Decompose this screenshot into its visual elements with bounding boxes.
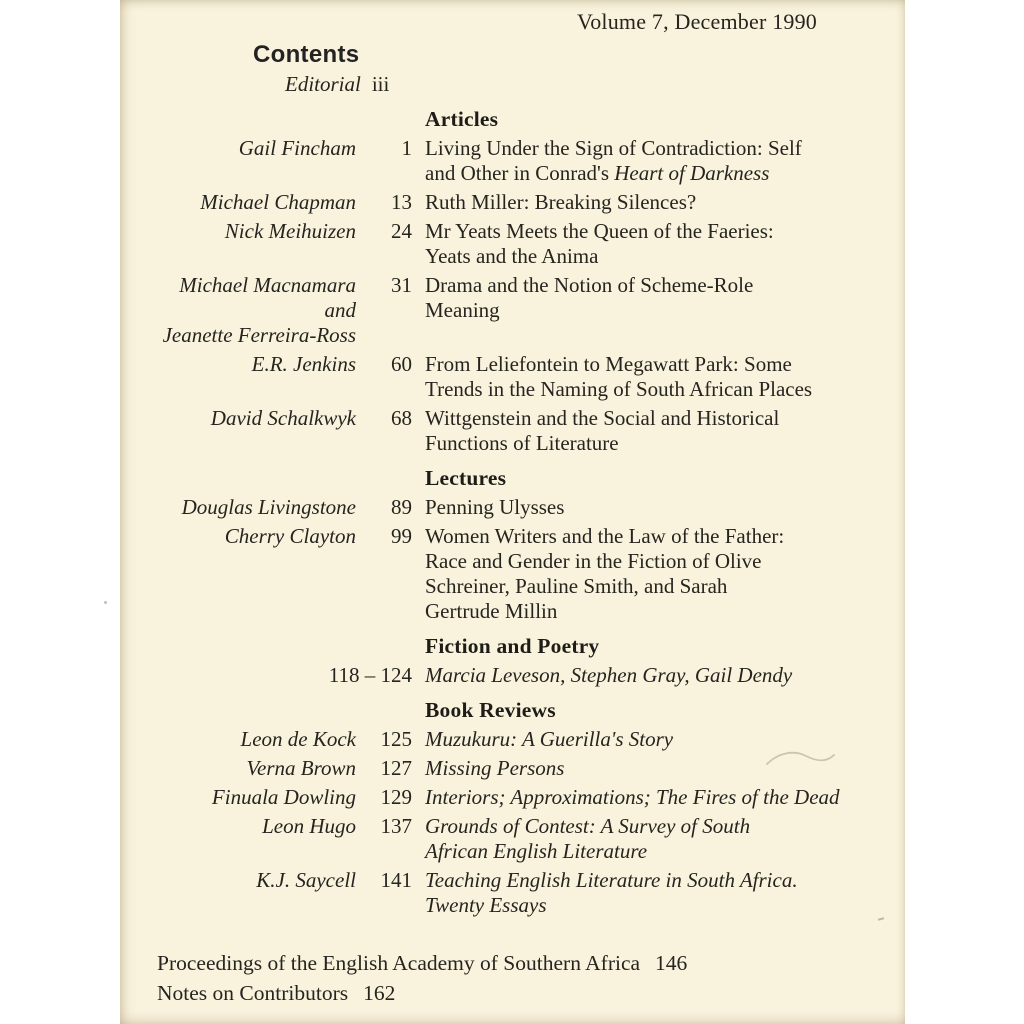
entry-title-line [425, 244, 875, 269]
title-segment: Women Writers and the Law of the Father: [425, 524, 785, 548]
entry-authors [157, 868, 356, 918]
entry-author-line: David Schalkwyk [210, 406, 356, 430]
entry-title [425, 219, 875, 269]
entry-author-line: Nick Meihuizen [224, 219, 356, 243]
entry-author-line: Leon Hugo [262, 814, 356, 838]
footer-row [157, 978, 687, 1008]
entry-title [425, 406, 875, 456]
entry-title-line [425, 495, 875, 520]
entry-authors [157, 352, 356, 402]
toc-entry [157, 219, 875, 269]
toc-entry [157, 406, 875, 456]
pencil-smudge [765, 746, 837, 774]
entry-title-line [425, 431, 875, 456]
entry-title-line [425, 273, 875, 298]
entry-authors [157, 190, 356, 215]
entry-title [425, 495, 875, 520]
entry-page-number: 141 [380, 868, 412, 892]
entry-page-number: 1 [401, 136, 412, 160]
footer-row [157, 948, 687, 978]
entry-title-line [425, 190, 875, 215]
title-segment: Muzukuru: A Guerilla's Story [425, 727, 674, 751]
entry-authors [157, 219, 356, 269]
entry-title-line [425, 868, 875, 893]
entry-title-line [425, 574, 875, 599]
entry-author-line: Verna Brown [246, 756, 356, 780]
entry-authors [157, 756, 356, 781]
entry-title [425, 136, 875, 186]
entry-title-line [425, 893, 875, 918]
entry-title-line [425, 599, 875, 624]
volume-line: Volume 7, December 1990 [576, 9, 817, 34]
entry-title [425, 273, 875, 348]
entry-page-number: 13 [391, 190, 412, 214]
entry-title [425, 814, 875, 864]
title-segment: Marcia Leveson, Stephen Gray, Gail Dendy [425, 663, 793, 687]
title-segment: Functions of Literature [425, 431, 619, 455]
toc-entry [157, 814, 875, 864]
entry-author-line: Douglas Livingstone [181, 495, 356, 519]
margin-speck [104, 601, 107, 604]
entry-title [425, 190, 875, 215]
entry-title-line [425, 663, 875, 688]
entry-authors [157, 814, 356, 864]
entry-page-number: 89 [391, 495, 412, 519]
toc-entry [157, 663, 875, 688]
entry-authors [157, 495, 356, 520]
toc-entry [157, 524, 875, 624]
entry-title-line [425, 524, 875, 549]
entry-authors [157, 524, 356, 624]
title-segment: Drama and the Notion of Scheme-Role [425, 273, 754, 297]
entry-author-line: Jeanette Ferreira-Ross [162, 323, 356, 347]
title-segment: and Other in Conrad's [425, 161, 615, 185]
entry-title-line [425, 785, 875, 810]
entry-author-line: Cherry Clayton [224, 524, 356, 548]
toc-entry [157, 352, 875, 402]
entry-title [425, 352, 875, 402]
entry-page-number: 129 [380, 785, 412, 809]
footer-page-number: 146 [655, 951, 688, 975]
editorial-label: Editorial [285, 72, 361, 96]
title-segment: Penning Ulysses [425, 495, 565, 519]
title-segment: Twenty Essays [425, 893, 547, 917]
entry-author-line: E.R. Jenkins [251, 352, 356, 376]
toc-entry [157, 785, 875, 810]
entry-title-line [425, 298, 875, 323]
entry-author-line: and [324, 298, 356, 322]
section-heading: Lectures [425, 466, 507, 490]
title-segment: Schreiner, Pauline Smith, and Sarah [425, 574, 728, 598]
entry-title-line [425, 161, 875, 186]
entry-author-line: K.J. Saycell [256, 868, 356, 892]
title-segment: Trends in the Naming of South African Places [425, 377, 813, 401]
editorial-page-number: iii [371, 72, 390, 96]
entry-title-line [425, 814, 875, 839]
entry-author-line: Finuala Dowling [211, 785, 356, 809]
entry-author-line: Michael Macnamara [179, 273, 356, 297]
entry-title [425, 524, 875, 624]
entry-title-line [425, 377, 875, 402]
title-segment: Ruth Miller: Breaking Silences? [425, 190, 697, 214]
toc-entry [157, 495, 875, 520]
entry-page-number: 118 – 124 [328, 663, 412, 687]
title-segment: Grounds of Contest: A Survey of South [425, 814, 751, 838]
page-footer [157, 948, 687, 1008]
entry-authors [157, 273, 356, 348]
entry-title [425, 663, 875, 688]
section-heading: Articles [425, 107, 499, 131]
entry-authors [157, 406, 356, 456]
entry-page-number: 137 [380, 814, 412, 838]
entry-title [425, 868, 875, 918]
title-segment: Teaching English Literature in South Africa. [425, 868, 798, 892]
paper-speck [878, 917, 884, 920]
scanned-page [120, 0, 905, 1024]
entry-authors [157, 727, 356, 752]
entry-authors [157, 136, 356, 186]
title-segment: Race and Gender in the Fiction of Olive [425, 549, 762, 573]
entry-authors [157, 785, 356, 810]
entry-page-number: 24 [391, 219, 412, 243]
title-segment: Heart of Darkness [614, 161, 770, 185]
title-segment: Missing Persons [425, 756, 565, 780]
title-segment: Yeats and the Anima [425, 244, 599, 268]
entry-authors [157, 663, 323, 688]
entry-page-number: 127 [380, 756, 412, 780]
entry-title-line [425, 136, 875, 161]
footer-label: Proceedings of the English Academy of Southern Africa [157, 951, 641, 975]
toc-entry [157, 190, 875, 215]
footer-page-number: 162 [363, 981, 396, 1005]
entry-page-number: 125 [380, 727, 412, 751]
toc-entry [157, 136, 875, 186]
section-heading: Book Reviews [425, 698, 556, 722]
entry-page-number: 99 [391, 524, 412, 548]
title-segment: Mr Yeats Meets the Queen of the Faeries: [425, 219, 774, 243]
entry-page-number: 68 [391, 406, 412, 430]
title-segment: Interiors; Approximations; The Fires of the Dead [425, 785, 840, 809]
entry-title-line [425, 219, 875, 244]
entry-page-number: 31 [391, 273, 412, 297]
entry-title-line [425, 406, 875, 431]
title-segment: African English Literature [425, 839, 648, 863]
table-of-contents [157, 107, 875, 918]
footer-label: Notes on Contributors [157, 981, 349, 1005]
entry-title-line [425, 549, 875, 574]
entry-title-line [425, 839, 875, 864]
title-segment: Wittgenstein and the Social and Historical [425, 406, 780, 430]
entry-page-number: 60 [391, 352, 412, 376]
editorial-row [285, 72, 875, 97]
entry-author-line: Michael Chapman [200, 190, 356, 214]
title-segment: Gertrude Millin [425, 599, 558, 623]
contents-title: Contents [253, 41, 360, 68]
toc-entry [157, 868, 875, 918]
title-segment: From Leliefontein to Megawatt Park: Some [425, 352, 792, 376]
entry-title-line [425, 352, 875, 377]
title-segment: Meaning [425, 298, 500, 322]
section-heading: Fiction and Poetry [425, 634, 600, 658]
entry-author-line: Gail Fincham [238, 136, 356, 160]
title-segment: Living Under the Sign of Contradiction: Self [425, 136, 802, 160]
entry-title [425, 785, 875, 810]
entry-author-line: Leon de Kock [240, 727, 356, 751]
toc-entry [157, 273, 875, 348]
